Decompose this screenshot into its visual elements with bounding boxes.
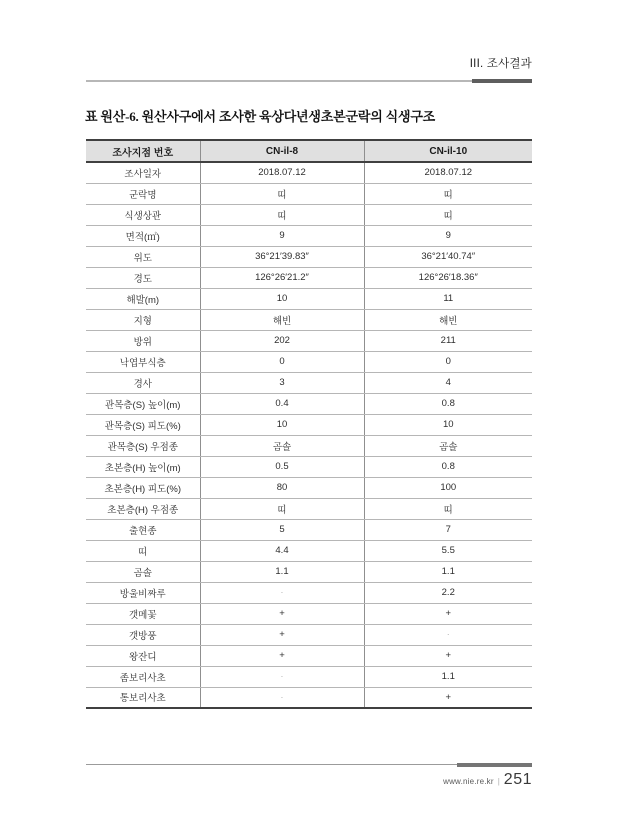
row-label: 경사 <box>86 372 200 393</box>
table-header-row <box>86 140 532 162</box>
row-value: + <box>364 645 532 666</box>
row-value: · <box>200 687 364 708</box>
table-row <box>86 267 532 288</box>
row-label: 방울비짜루 <box>86 582 200 603</box>
row-label: 방위 <box>86 330 200 351</box>
row-label: 경도 <box>86 267 200 288</box>
table-title: 표 원산-6. 원산사구에서 조사한 육상다년생초본군락의 식생구조 <box>85 109 436 124</box>
row-label: 초본층(H) 높이(m) <box>86 456 200 477</box>
row-value: 2018.07.12 <box>200 162 364 183</box>
row-value: 0 <box>364 351 532 372</box>
table-row <box>86 519 532 540</box>
row-label: 위도 <box>86 246 200 267</box>
row-value: + <box>200 603 364 624</box>
table-row <box>86 372 532 393</box>
row-label: 관목층(S) 높이(m) <box>86 393 200 414</box>
table-row <box>86 687 532 708</box>
table-row <box>86 309 532 330</box>
row-value: 80 <box>200 477 364 498</box>
row-label: 좀보리사초 <box>86 666 200 687</box>
row-label: 군락명 <box>86 183 200 204</box>
row-label: 해발(m) <box>86 288 200 309</box>
table-row <box>86 393 532 414</box>
column-header-site-1: CN-il-8 <box>200 140 364 162</box>
row-value: 4.4 <box>200 540 364 561</box>
row-label: 띠 <box>86 540 200 561</box>
row-value: · <box>200 666 364 687</box>
table-row <box>86 561 532 582</box>
table-row <box>86 477 532 498</box>
page-footer <box>443 771 532 789</box>
table-row <box>86 183 532 204</box>
row-value: 띠 <box>200 204 364 225</box>
table-row <box>86 330 532 351</box>
row-value: 띠 <box>200 498 364 519</box>
table-row <box>86 498 532 519</box>
row-value: · <box>364 624 532 645</box>
footer-divider-accent <box>457 763 532 767</box>
row-label: 갯방풍 <box>86 624 200 645</box>
row-label: 낙엽부식층 <box>86 351 200 372</box>
row-value: 7 <box>364 519 532 540</box>
row-label: 조사일자 <box>86 162 200 183</box>
row-value: 10 <box>200 414 364 435</box>
row-value: 0.5 <box>200 456 364 477</box>
row-value: · <box>200 582 364 603</box>
row-value: 4 <box>364 372 532 393</box>
row-value: + <box>200 645 364 666</box>
column-header-site-2: CN-il-10 <box>364 140 532 162</box>
header-divider-accent <box>472 79 532 83</box>
row-label: 관목층(S) 우점종 <box>86 435 200 456</box>
row-value: 10 <box>200 288 364 309</box>
table-row <box>86 582 532 603</box>
row-label: 왕잔디 <box>86 645 200 666</box>
footer-separator: | <box>497 777 500 786</box>
row-value: 36°21′40.74″ <box>364 246 532 267</box>
row-value: 0 <box>200 351 364 372</box>
table-row <box>86 645 532 666</box>
table-row <box>86 204 532 225</box>
row-label: 면적(㎡) <box>86 225 200 246</box>
row-value: 9 <box>364 225 532 246</box>
row-label: 초본층(H) 우점종 <box>86 498 200 519</box>
row-value: 0.4 <box>200 393 364 414</box>
table-body <box>86 162 532 708</box>
row-value: 10 <box>364 414 532 435</box>
page-number: 251 <box>503 771 532 788</box>
row-value: 0.8 <box>364 456 532 477</box>
row-value: 2018.07.12 <box>364 162 532 183</box>
row-value: 3 <box>200 372 364 393</box>
row-label: 초본층(H) 피도(%) <box>86 477 200 498</box>
row-value: 5 <box>200 519 364 540</box>
table-row <box>86 435 532 456</box>
row-value: 0.8 <box>364 393 532 414</box>
row-label: 지형 <box>86 309 200 330</box>
row-value: 해빈 <box>200 309 364 330</box>
row-value: 5.5 <box>364 540 532 561</box>
footer-site-url: www.nie.re.kr <box>443 777 494 786</box>
row-label: 식생상관 <box>86 204 200 225</box>
footer-divider <box>86 764 532 765</box>
row-value: 띠 <box>200 183 364 204</box>
table-row <box>86 603 532 624</box>
row-value: 11 <box>364 288 532 309</box>
row-value: 1.1 <box>364 666 532 687</box>
row-label: 갯메꽃 <box>86 603 200 624</box>
row-value: 1.1 <box>364 561 532 582</box>
table-row <box>86 414 532 435</box>
row-value: 100 <box>364 477 532 498</box>
row-value: 띠 <box>364 498 532 519</box>
row-value: 9 <box>200 225 364 246</box>
table-row <box>86 456 532 477</box>
table-row <box>86 624 532 645</box>
table-row <box>86 162 532 183</box>
table-row <box>86 666 532 687</box>
row-value: 211 <box>364 330 532 351</box>
survey-table <box>86 139 532 709</box>
row-label: 곰솔 <box>86 561 200 582</box>
row-value: 해빈 <box>364 309 532 330</box>
header-divider <box>86 80 532 82</box>
row-value: 2.2 <box>364 582 532 603</box>
section-header: III. 조사결과 <box>469 58 532 70</box>
table-row <box>86 225 532 246</box>
row-value: 126°26′21.2″ <box>200 267 364 288</box>
column-header-label: 조사지점 번호 <box>86 140 200 162</box>
row-value: + <box>200 624 364 645</box>
table-row <box>86 351 532 372</box>
row-label: 출현종 <box>86 519 200 540</box>
row-value: 202 <box>200 330 364 351</box>
row-value: 띠 <box>364 204 532 225</box>
row-value: 126°26′18.36″ <box>364 267 532 288</box>
row-value: 곰솔 <box>200 435 364 456</box>
row-value: 띠 <box>364 183 532 204</box>
row-label: 통보리사초 <box>86 687 200 708</box>
table-row <box>86 246 532 267</box>
row-value: + <box>364 603 532 624</box>
row-value: 1.1 <box>200 561 364 582</box>
row-label: 관목층(S) 피도(%) <box>86 414 200 435</box>
row-value: 곰솔 <box>364 435 532 456</box>
table-row <box>86 288 532 309</box>
row-value: 36°21′39.83″ <box>200 246 364 267</box>
table-row <box>86 540 532 561</box>
row-value: + <box>364 687 532 708</box>
